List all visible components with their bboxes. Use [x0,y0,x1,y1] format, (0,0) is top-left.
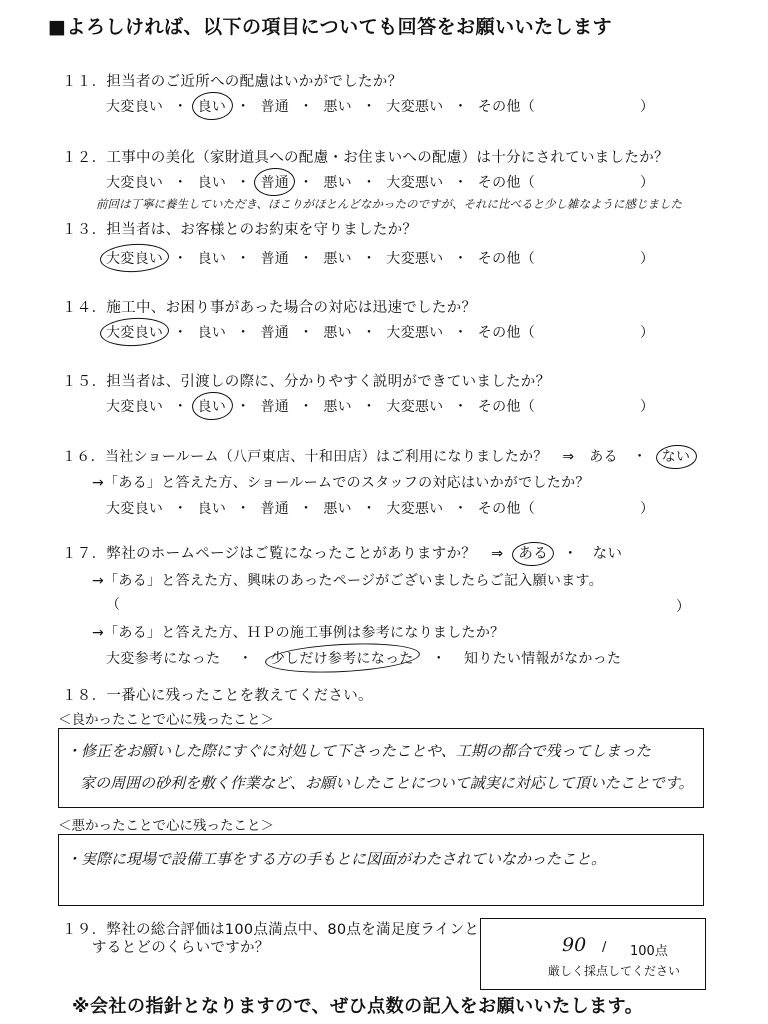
option-very-good[interactable]: 大変良い [106,399,164,415]
option-very-good[interactable]: 大変良い [106,175,164,191]
question-12-handwritten-note: 前回は丁寧に養生していただき、ほこりがほとんどなかったのですが、それに比べると少し雑なように感じました [96,197,683,211]
option-good[interactable]: 良い [197,251,227,267]
option-good[interactable]: 良い [197,175,227,191]
option-very-bad[interactable]: 大変悪い [386,251,444,267]
question-16-options: 大変良い ・ 良い ・ 普通 ・ 悪い ・ 大変悪い ・ その他（ [106,498,535,518]
option-ref-very[interactable]: 大変参考になった [106,651,221,667]
option-bad[interactable]: 悪い [323,251,352,267]
option-normal[interactable]: 普通 [260,501,290,517]
bad-memory-label: ＜悪かったことで心に残ったこと＞ [58,818,274,834]
option-good-circled[interactable]: 良い [198,396,227,416]
option-other[interactable]: その他（ [477,399,535,415]
page-header: ■よろしければ、以下の項目についても回答をお願いいたします [48,16,613,38]
option-very-good[interactable]: 大変良い [106,501,164,517]
bad-memory-line-1: ・実際に現場で設備工事をする方の手もとに図面がわたされていなかったこと。 [66,850,607,868]
option-good-circled[interactable]: 良い [198,96,227,116]
question-17-sub-label-2: →「ある」と答えた方、ＨＰの施工事例は参考になりましたか？ [92,625,505,641]
option-good[interactable]: 良い [197,501,227,517]
score-box[interactable] [480,918,706,990]
question-18-label: １８．一番心に残ったことを教えてください。 [62,688,373,704]
paren-close: ） [640,325,654,341]
option-bad[interactable]: 悪い [323,99,352,115]
paren-close: ） [640,501,654,517]
question-13-label: １３．担当者は、お客様とのお約束を守りましたか？ [62,222,418,238]
option-ref-little-circled[interactable]: 少しだけ参考になった [271,648,414,668]
question-16-label: １６．当社ショールーム（八戸東店、十和田店）はご利用になりましたか？ ⇒ ある ・ ない [62,449,691,465]
score-hint: 厳しく採点してください [548,964,681,978]
option-normal[interactable]: 普通 [260,251,290,267]
option-very-good-circled[interactable]: 大変良い [106,248,163,268]
option-good[interactable]: 良い [197,325,227,341]
paren-close: ） [640,251,654,267]
question-19-label-line-2: するとどのくらいですか？ [92,940,270,956]
question-15-options: 大変良い ・ 良い ・ 普通 ・ 悪い ・ 大変悪い ・ その他（ [106,396,535,416]
option-bad[interactable]: 悪い [323,399,352,415]
option-very-good-circled[interactable]: 大変良い [106,322,163,342]
good-memory-line-1: ・修正をお願いした際にすぐに対処して下さったことや、工期の都合で残ってしまった [66,742,651,760]
option-yes[interactable]: ある [589,449,618,465]
good-memory-label: ＜良かったことで心に残ったこと＞ [58,712,274,728]
option-other[interactable]: その他（ [477,175,535,191]
score-value: 90 [562,934,587,956]
option-normal[interactable]: 普通 [260,325,290,341]
bad-memory-box[interactable] [58,834,704,906]
option-yes-circled[interactable]: ある [518,546,549,562]
open-paren: （ [106,597,120,613]
question-17-ref-options: 大変参考になった ・ 少しだけ参考になった ・ 知りたい情報がなかった [106,648,621,668]
close-paren: ） [676,599,690,615]
option-very-bad[interactable]: 大変悪い [386,399,444,415]
question-17-label: １７．弊社のホームページはご覧になったことがありますか？ ⇒ ある ・ ない [62,546,623,562]
option-very-good[interactable]: 大変良い [106,99,164,115]
question-15-label: １５．担当者は、引渡しの際に、分かりやすく説明ができていましたか？ [62,374,551,390]
question-13-options: 大変良い ・ 良い ・ 普通 ・ 悪い ・ 大変悪い ・ その他（ [106,248,535,268]
question-14-options: 大変良い ・ 良い ・ 普通 ・ 悪い ・ 大変悪い ・ その他（ [106,322,535,342]
option-very-bad[interactable]: 大変悪い [386,99,444,115]
option-no-circled[interactable]: ない [661,449,691,465]
question-14-label: １４．施工中、お困り事があった場合の対応は迅速でしたか？ [62,300,477,316]
question-12-label: １２．工事中の美化（家財道具への配慮・お住まいへの配慮）は十分にされていましたか？ [62,150,669,166]
good-memory-line-2: 家の周囲の砂利を敷く作業など、お願いしたことについて誠実に対応して頂いたことです。 [80,774,694,792]
option-very-bad[interactable]: 大変悪い [386,175,444,191]
option-normal-circled[interactable]: 普通 [260,172,289,192]
question-17-sub-label-1: →「ある」と答えた方、興味のあったページがございましたらご記入願います。 [92,573,603,589]
option-bad[interactable]: 悪い [323,325,352,341]
paren-close: ） [640,175,654,191]
option-other[interactable]: その他（ [477,325,535,341]
score-slash: / [602,940,607,955]
footer-note: ※会社の指針となりますので、ぜひ点数の記入をお願いいたします。 [72,996,644,1017]
question-11-options: 大変良い ・ 良い ・ 普通 ・ 悪い ・ 大変悪い ・ その他（ [106,96,535,116]
option-other[interactable]: その他（ [477,251,535,267]
paren-close: ） [640,399,654,415]
option-bad[interactable]: 悪い [323,501,352,517]
option-very-bad[interactable]: 大変悪い [386,501,444,517]
question-19-label-line-1: １９．弊社の総合評価は100点満点中、80点を満足度ラインと [62,922,480,938]
question-12-options: 大変良い ・ 良い ・ 普通 ・ 悪い ・ 大変悪い ・ その他（ [106,172,535,192]
option-normal[interactable]: 普通 [260,99,290,115]
question-11-label: １１．担当者のご近所への配慮はいかがでしたか？ [62,74,403,90]
interest-page-field[interactable] [124,594,664,612]
option-no[interactable]: ない [592,546,623,562]
option-other[interactable]: その他（ [477,501,535,517]
option-ref-none[interactable]: 知りたい情報がなかった [464,651,622,667]
option-other[interactable]: その他（ [477,99,535,115]
option-bad[interactable]: 悪い [323,175,352,191]
score-max: 100点 [630,944,668,959]
option-normal[interactable]: 普通 [260,399,290,415]
option-very-bad[interactable]: 大変悪い [386,325,444,341]
question-16-sub-label: →「ある」と答えた方、ショールームでのスタッフの対応はいかがでしたか？ [92,475,590,491]
paren-close: ） [640,99,654,115]
